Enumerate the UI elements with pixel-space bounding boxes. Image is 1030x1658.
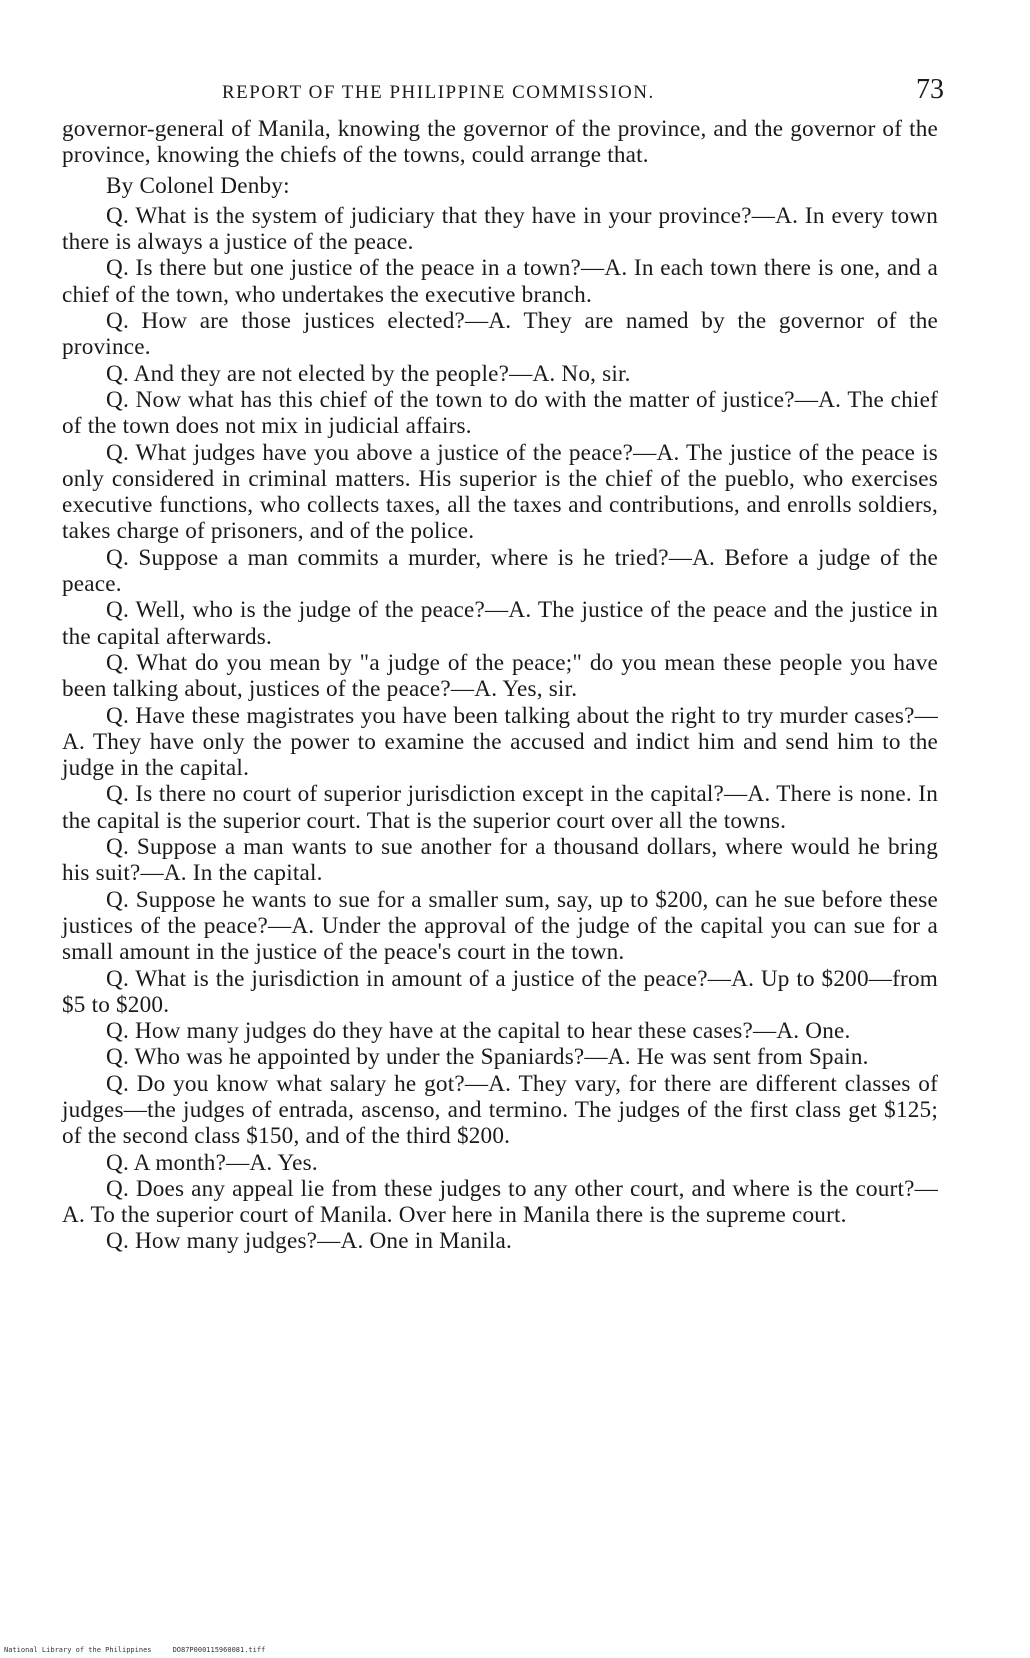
paragraph: Q. Does any appeal lie from these judges to any other court, and where is the court?—A. To the superior court of Manila. Over here in Manila there is the supreme court. — [62, 1175, 938, 1229]
paragraph: Q. Suppose a man commits a murder, where is he tried?—A. Before a judge of the peace. — [62, 544, 938, 598]
paragraph: Q. Who was he appointed by under the Spaniards?—A. He was sent from Spain. — [106, 1044, 869, 1071]
paragraph: Q. Have these magistrates you have been talking about the right to try murder cases?—A. They have only the power to examine the accused and indict him and send him to the judge in the capital. — [62, 702, 938, 782]
paragraph: Q. Suppose he wants to sue for a smaller sum, say, up to $200, can he sue before these justices of the peace?—A. Under the approval of the judge of the capital you can sue for a small amount in the justice of the peace's court in the town. — [62, 886, 938, 966]
paragraph: Q. A month?—A. Yes. — [106, 1149, 318, 1176]
paragraph: Q. Is there but one justice of the peace in a town?—A. In each town there is one, and a chief of the town, who undertakes the executive branch. — [62, 255, 938, 308]
running-head — [62, 72, 944, 106]
paragraph: Q. Do you know what salary he got?—A. They vary, for there are different classes of judges—the judges of entrada, ascenso, and termino. The judges of the first class get $125; of the second class $150, and of the third $200. — [62, 1070, 938, 1150]
paragraph: Q. How are those justices elected?—A. They are named by the governor of the province. — [62, 308, 938, 361]
page-number: 73 — [916, 74, 944, 105]
speaker-heading: By Colonel Denby: — [106, 172, 290, 199]
paragraph: Q. What do you mean by "a judge of the peace;" do you mean these people you have been talking about, justices of the peace?—A. Yes, sir. — [62, 649, 938, 703]
paragraph: Q. Now what has this chief of the town to do with the matter of justice?—A. The chief of the town does not mix in judicial affairs. — [62, 386, 938, 440]
paragraph: governor-general of Manila, knowing the governor of the province, and the governor of the province, knowing the chiefs of the towns, could arrange that. — [62, 116, 938, 169]
paragraph: Q. What judges have you above a justice of the peace?—A. The justice of the peace is only considered in criminal matters. His superior is the chief of the pueblo, who exercises executive functions, who collects taxes, all the taxes and contributions, and enrolls soldiers, takes charge of prisoners, and of the police. — [62, 439, 938, 545]
document-page — [62, 72, 944, 1255]
paragraph: Q. Well, who is the judge of the peace?—A. The justice of the peace and the justice in the capital afterwards. — [62, 597, 938, 650]
paragraph: Q. Is there no court of superior jurisdiction except in the capital?—A. There is none. In the capital is the superior court. That is the superior court over all the towns. — [62, 781, 938, 834]
paragraph: Q. Suppose a man wants to sue another for a thousand dollars, where would he bring his suit?—A. In the capital. — [62, 834, 938, 887]
paragraph: Q. How many judges do they have at the capital to hear these cases?—A. One. — [106, 1018, 851, 1045]
paragraph: Q. How many judges?—A. One in Manila. — [106, 1228, 513, 1255]
scan-footer: National Library of the Philippines DO87P000115960081.tiff — [4, 1646, 266, 1654]
paragraph: Q. And they are not elected by the people?—A. No, sir. — [106, 360, 631, 387]
paragraph: Q. What is the jurisdiction in amount of a justice of the peace?—A. Up to $200—from $5 to $200. — [62, 965, 938, 1018]
running-head-title: REPORT OF THE PHILIPPINE COMMISSION. — [222, 82, 655, 103]
paragraph: Q. What is the system of judiciary that they have in your province?—A. In every town there is always a justice of the peace. — [62, 202, 938, 256]
